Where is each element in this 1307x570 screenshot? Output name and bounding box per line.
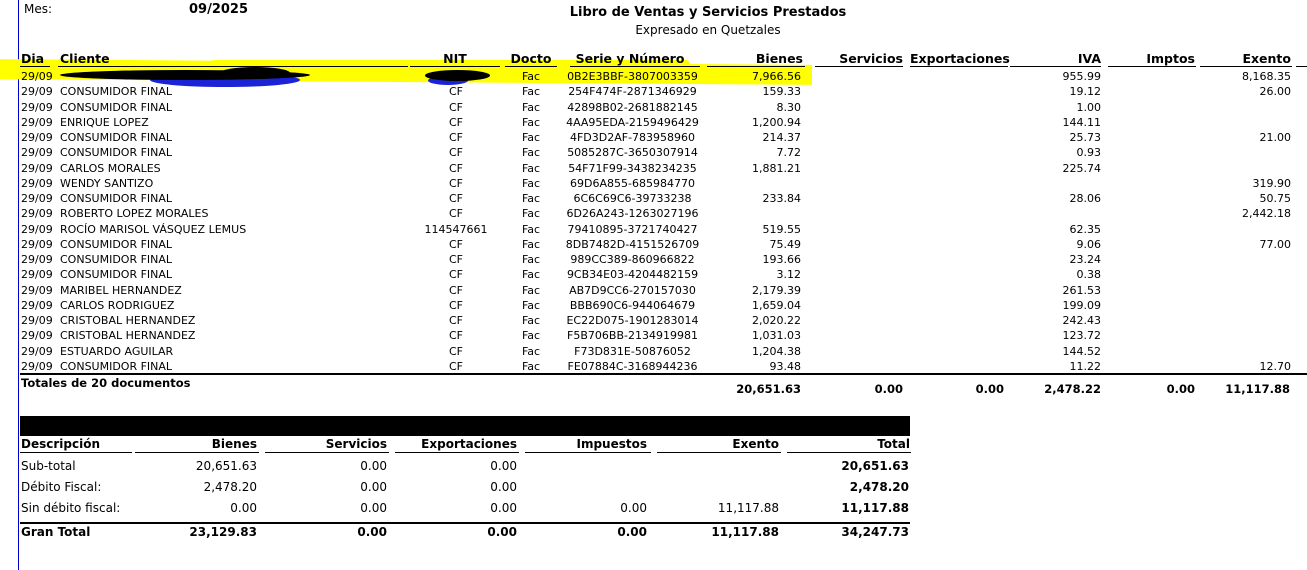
cell-docto: Fac <box>521 329 541 343</box>
cell-nit: CF <box>448 207 463 221</box>
cell-nit: CF <box>448 314 463 327</box>
cell-exento: 26.00 <box>1259 85 1291 99</box>
cell-docto: Fac <box>521 207 541 221</box>
cell-bienes: 7.72 <box>776 146 801 160</box>
cell-nit: CF <box>448 253 463 266</box>
summary-row <box>0 459 920 479</box>
cell-serie: 5085287C-3650307914 <box>567 146 698 160</box>
col-header-dia: Dia <box>21 51 45 66</box>
col-header-iva: IVA <box>1077 51 1101 66</box>
cell-dia: 29/09 <box>21 268 53 282</box>
cell-dia: 29/09 <box>21 237 53 251</box>
header-underline <box>1108 66 1196 67</box>
cell-cliente: ROCÍO MARISOL VÁSQUEZ LEMUS <box>60 222 247 236</box>
cell-exento: 21.00 <box>1259 131 1291 144</box>
table-row <box>0 222 1307 237</box>
cell-cliente: CONSUMIDOR FINAL <box>60 131 173 144</box>
cell-exento: 2,442.18 <box>1242 207 1291 221</box>
summary-cell-servicios: 0.00 <box>360 501 387 515</box>
cell-iva: 9.06 <box>1076 237 1101 251</box>
total-imptos: 0.00 <box>1166 382 1195 396</box>
table-row <box>0 237 1307 252</box>
total-bienes: 20,651.63 <box>736 382 801 396</box>
cell-bienes: 2,179.39 <box>752 283 801 297</box>
cell-serie: F5B706BB-2134919981 <box>567 329 698 343</box>
table-row <box>0 328 1307 343</box>
cell-serie: 4FD3D2AF-783958960 <box>569 131 696 144</box>
cell-bienes: 1,659.04 <box>752 298 801 312</box>
header-underline <box>1200 66 1292 67</box>
cell-iva: 123.72 <box>1062 329 1101 343</box>
table-row <box>0 100 1307 115</box>
cell-nit: CF <box>448 268 463 282</box>
cell-docto: Fac <box>521 298 541 312</box>
cell-bienes: 1,200.94 <box>752 115 801 129</box>
table-row <box>0 161 1307 176</box>
summary-header-underline <box>265 452 389 453</box>
cell-nit: CF <box>448 131 463 144</box>
cell-bienes: 1,881.21 <box>752 161 801 175</box>
cell-serie: 6D26A243-1263027196 <box>566 207 699 221</box>
cell-cliente: CONSUMIDOR FINAL <box>60 192 173 205</box>
table-row <box>0 267 1307 282</box>
totals-row <box>0 376 1307 396</box>
table-row <box>0 176 1307 191</box>
cell-exento: 12.70 <box>1259 359 1291 373</box>
cell-dia: 29/09 <box>21 283 53 297</box>
cell-cliente: CARLOS RODRIGUEZ <box>60 298 175 312</box>
cell-cliente: CONSUMIDOR FINAL <box>60 268 173 282</box>
summary-col-total: Total <box>877 437 910 451</box>
cell-docto: Fac <box>521 237 541 251</box>
header-underline <box>20 66 50 67</box>
summary-cell-descripcion: Débito Fiscal: <box>21 480 102 494</box>
month-value: 09/2025 <box>189 2 249 17</box>
cell-cliente: CONSUMIDOR FINAL <box>60 100 173 114</box>
cell-dia: 29/09 <box>21 329 53 343</box>
col-header-exento: Exento <box>1242 51 1291 66</box>
cell-cliente: ESTUARDO AGUILAR <box>60 344 174 358</box>
cell-cliente: CONSUMIDOR FINAL <box>60 237 173 251</box>
summary-header-underline <box>135 452 259 453</box>
totals-label: Totales de 20 documentos <box>21 376 191 390</box>
cell-iva: 261.53 <box>1062 283 1101 297</box>
cell-docto: Fac <box>521 131 541 144</box>
summary-col-exento: Exento <box>732 437 779 451</box>
header-underline <box>707 66 805 67</box>
summary-header-underline <box>787 452 911 453</box>
summary-cell-descripcion: Sin débito fiscal: <box>21 501 121 515</box>
cell-dia: 29/09 <box>21 115 53 129</box>
gran-total-impuestos: 0.00 <box>617 525 647 539</box>
col-header-nit: NIT <box>443 51 467 66</box>
cell-dia: 29/09 <box>21 131 53 144</box>
cell-iva: 144.52 <box>1062 344 1101 358</box>
header-underline <box>910 66 1008 67</box>
cell-dia: 29/09 <box>21 253 53 266</box>
cell-dia: 29/09 <box>21 192 53 205</box>
summary-header-underline <box>20 452 132 453</box>
cell-nit: CF <box>448 85 463 99</box>
cell-iva: 0.38 <box>1076 268 1101 282</box>
cell-dia: 29/09 <box>21 70 53 83</box>
cell-docto: Fac <box>521 176 541 190</box>
cell-nit: CF <box>448 192 463 205</box>
cell-bienes: 193.66 <box>762 253 801 266</box>
cell-bienes: 3.12 <box>776 268 801 282</box>
col-header-cliente: Cliente <box>60 51 110 66</box>
cell-iva: 199.09 <box>1062 298 1101 312</box>
cell-cliente: WENDY SANTIZO <box>60 176 154 190</box>
cell-docto: Fac <box>521 146 541 160</box>
summary-cell-servicios: 0.00 <box>360 480 387 494</box>
cell-iva: 144.11 <box>1062 115 1101 129</box>
summary-cell-bienes: 20,651.63 <box>195 459 257 473</box>
header-underline <box>570 66 700 67</box>
cell-cliente: ENRIQUE LOPEZ <box>60 115 149 129</box>
gran-total-label: Gran Total <box>21 525 91 539</box>
cell-exento: 50.75 <box>1259 192 1291 205</box>
cell-serie: FE07884C-3168944236 <box>567 359 698 373</box>
cell-bienes: 159.33 <box>762 85 801 99</box>
table-row <box>0 206 1307 221</box>
cell-docto: Fac <box>521 268 541 282</box>
summary-header-underline <box>395 452 519 453</box>
cell-serie: 8DB7482D-4151526709 <box>565 237 700 251</box>
cell-nit: CF <box>448 359 463 373</box>
cell-bienes: 214.37 <box>762 131 801 144</box>
cell-serie: EC22D075-1901283014 <box>566 314 699 327</box>
cell-dia: 29/09 <box>21 161 53 175</box>
total-servicios: 0.00 <box>874 382 903 396</box>
cell-dia: 29/09 <box>21 207 53 221</box>
totals-divider <box>20 373 1307 375</box>
col-header-servicios: Servicios <box>839 51 903 66</box>
cell-serie: 9CB34E03-4204482159 <box>566 268 699 282</box>
col-header-serie: Serie y Número <box>575 51 685 66</box>
redaction-scribble <box>425 70 490 81</box>
cell-serie: 4AA95EDA-2159496429 <box>566 115 699 129</box>
cell-docto: Fac <box>521 359 541 373</box>
table-row <box>0 298 1307 313</box>
cell-cliente: CRISTOBAL HERNANDEZ <box>60 329 196 343</box>
cell-serie: 69D6A855-685984770 <box>570 176 695 190</box>
summary-cell-impuestos: 0.00 <box>620 501 647 515</box>
table-row <box>0 359 1307 374</box>
cell-docto: Fac <box>521 192 541 205</box>
cell-nit: CF <box>448 146 463 160</box>
summary-header-underline <box>525 452 651 453</box>
summary-cell-exportaciones: 0.00 <box>490 459 517 473</box>
table-row <box>0 313 1307 328</box>
cell-exento: 8,168.35 <box>1242 70 1291 83</box>
cell-nit: CF <box>448 329 463 343</box>
cell-nit: CF <box>448 176 463 190</box>
table-row <box>0 115 1307 130</box>
cell-cliente: ROBERTO LOPEZ MORALES <box>60 207 209 221</box>
cell-bienes: 2,020.22 <box>752 314 801 327</box>
cell-serie: 989CC389-860966822 <box>570 253 695 266</box>
cell-docto: Fac <box>521 314 541 327</box>
cell-iva: 11.22 <box>1069 359 1101 373</box>
col-header-bienes: Bienes <box>755 51 803 66</box>
summary-cell-bienes: 2,478.20 <box>203 480 257 494</box>
col-header-exportaciones: Exportaciones <box>910 51 1010 66</box>
cell-serie: 0B2E3BBF-3807003359 <box>567 70 698 83</box>
cell-cliente: CONSUMIDOR FINAL <box>60 146 173 160</box>
cell-bienes: 233.84 <box>762 192 801 205</box>
cell-cliente: CONSUMIDOR FINAL <box>60 359 173 373</box>
report-title: Libro de Ventas y Servicios Prestados <box>569 5 847 20</box>
cell-serie: AB7D9CC6-270157030 <box>569 283 696 297</box>
cell-serie: BBB690C6-944064679 <box>569 298 696 312</box>
cell-serie: 42898B02-2681882145 <box>567 100 698 114</box>
cell-bienes: 8.30 <box>776 100 801 114</box>
summary-col-impuestos: Impuestos <box>576 437 647 451</box>
summary-col-bienes: Bienes <box>211 437 257 451</box>
total-exportaciones: 0.00 <box>975 382 1004 396</box>
redaction-scribble <box>220 67 290 79</box>
cell-bienes: 7,966.56 <box>752 70 801 83</box>
cell-iva: 225.74 <box>1062 161 1101 175</box>
cell-serie: 254F474F-2871346929 <box>568 85 697 99</box>
cell-iva: 62.35 <box>1069 222 1101 236</box>
gran-total-exportaciones: 0.00 <box>487 525 517 539</box>
total-iva: 2,478.22 <box>1044 382 1101 396</box>
cell-docto: Fac <box>521 344 541 358</box>
cell-iva: 242.43 <box>1062 314 1101 327</box>
cell-iva: 28.06 <box>1069 192 1101 205</box>
cell-iva: 23.24 <box>1069 253 1101 266</box>
summary-row <box>0 501 920 521</box>
cell-exento: 319.90 <box>1252 176 1291 190</box>
header-underline <box>815 66 903 67</box>
summary-cell-exento: 11,117.88 <box>717 501 779 515</box>
cell-docto: Fac <box>521 283 541 297</box>
cell-nit: CF <box>448 298 463 312</box>
cell-docto: Fac <box>521 161 541 175</box>
cell-bienes: 75.49 <box>769 237 801 251</box>
summary-cell-servicios: 0.00 <box>360 459 387 473</box>
cell-docto: Fac <box>521 70 541 83</box>
cell-bienes: 1,204.38 <box>752 344 801 358</box>
cell-dia: 29/09 <box>21 85 53 99</box>
cell-iva: 0.93 <box>1076 146 1101 160</box>
gran-total-total: 34,247.73 <box>841 525 909 539</box>
cell-docto: Fac <box>521 100 541 114</box>
cell-dia: 29/09 <box>21 359 53 373</box>
cell-dia: 29/09 <box>21 222 53 236</box>
col-header-imptos: Imptos <box>1146 51 1195 66</box>
cell-nit: CF <box>448 237 463 251</box>
summary-cell-total: 11,117.88 <box>841 501 909 515</box>
table-row <box>0 130 1307 145</box>
summary-cell-bienes: 0.00 <box>230 501 257 515</box>
cell-exento: 77.00 <box>1259 237 1291 251</box>
summary-cell-exportaciones: 0.00 <box>490 480 517 494</box>
summary-col-descripcion: Descripción <box>21 437 100 451</box>
cell-dia: 29/09 <box>21 344 53 358</box>
cell-docto: Fac <box>521 85 541 99</box>
header-underline <box>410 66 500 67</box>
table-row <box>0 283 1307 298</box>
summary-cell-total: 20,651.63 <box>841 459 909 473</box>
cell-dia: 29/09 <box>21 146 53 160</box>
cell-nit: CF <box>448 344 463 358</box>
summary-row <box>0 480 920 500</box>
summary-col-servicios: Servicios <box>325 437 387 451</box>
table-row <box>0 252 1307 267</box>
cell-serie: 6C6C69C6-39733238 <box>573 192 692 205</box>
table-row <box>0 344 1307 359</box>
cell-cliente: CONSUMIDOR FINAL <box>60 253 173 266</box>
cell-dia: 29/09 <box>21 314 53 327</box>
summary-cell-total: 2,478.20 <box>849 480 909 494</box>
cell-cliente: CONSUMIDOR FINAL <box>60 85 173 99</box>
report-subtitle: Expresado en Quetzales <box>635 23 781 37</box>
cell-dia: 29/09 <box>21 298 53 312</box>
cell-cliente: MARIBEL HERNANDEZ <box>60 283 182 297</box>
cell-docto: Fac <box>521 253 541 266</box>
gran-total-exento: 11,117.88 <box>711 525 779 539</box>
gran-total-servicios: 0.00 <box>357 525 387 539</box>
cell-bienes: 93.48 <box>769 359 801 373</box>
total-exento: 11,117.88 <box>1225 382 1290 396</box>
summary-header-underline <box>657 452 781 453</box>
cell-cliente: CRISTOBAL HERNANDEZ <box>60 314 196 327</box>
cell-iva: 1.00 <box>1076 100 1101 114</box>
cell-dia: 29/09 <box>21 176 53 190</box>
summary-header-bar <box>20 416 910 436</box>
cell-iva: 955.99 <box>1062 70 1101 83</box>
header-underline <box>1296 66 1307 67</box>
table-row <box>0 84 1307 99</box>
table-row <box>0 145 1307 160</box>
summary-col-exportaciones: Exportaciones <box>421 437 517 451</box>
gran-total-bienes: 23,129.83 <box>189 525 257 539</box>
cell-nit: 114547661 <box>424 222 488 236</box>
table-row <box>0 191 1307 206</box>
cell-bienes: 519.55 <box>762 222 801 236</box>
cell-serie: 79410895-3721740427 <box>567 222 698 236</box>
cell-cliente: CARLOS MORALES <box>60 161 161 175</box>
cell-docto: Fac <box>521 222 541 236</box>
cell-nit: CF <box>448 115 463 129</box>
header-underline <box>58 66 408 67</box>
header-underline <box>1010 66 1101 67</box>
col-header-docto: Docto <box>510 51 552 66</box>
cell-serie: 54F71F99-3438234235 <box>568 161 697 175</box>
summary-cell-exportaciones: 0.00 <box>490 501 517 515</box>
cell-nit: CF <box>448 100 463 114</box>
header-underline <box>505 66 557 67</box>
summary-gran-total-row <box>0 525 920 545</box>
summary-cell-descripcion: Sub-total <box>21 459 76 473</box>
cell-iva: 25.73 <box>1069 131 1101 144</box>
cell-nit: CF <box>448 161 463 175</box>
cell-iva: 19.12 <box>1069 85 1101 99</box>
cell-nit: CF <box>448 283 463 297</box>
cell-serie: F73D831E-50876052 <box>574 344 691 358</box>
month-label: Mes: <box>24 2 53 16</box>
cell-docto: Fac <box>521 115 541 129</box>
cell-dia: 29/09 <box>21 100 53 114</box>
cell-bienes: 1,031.03 <box>752 329 801 343</box>
summary-divider <box>20 522 910 524</box>
